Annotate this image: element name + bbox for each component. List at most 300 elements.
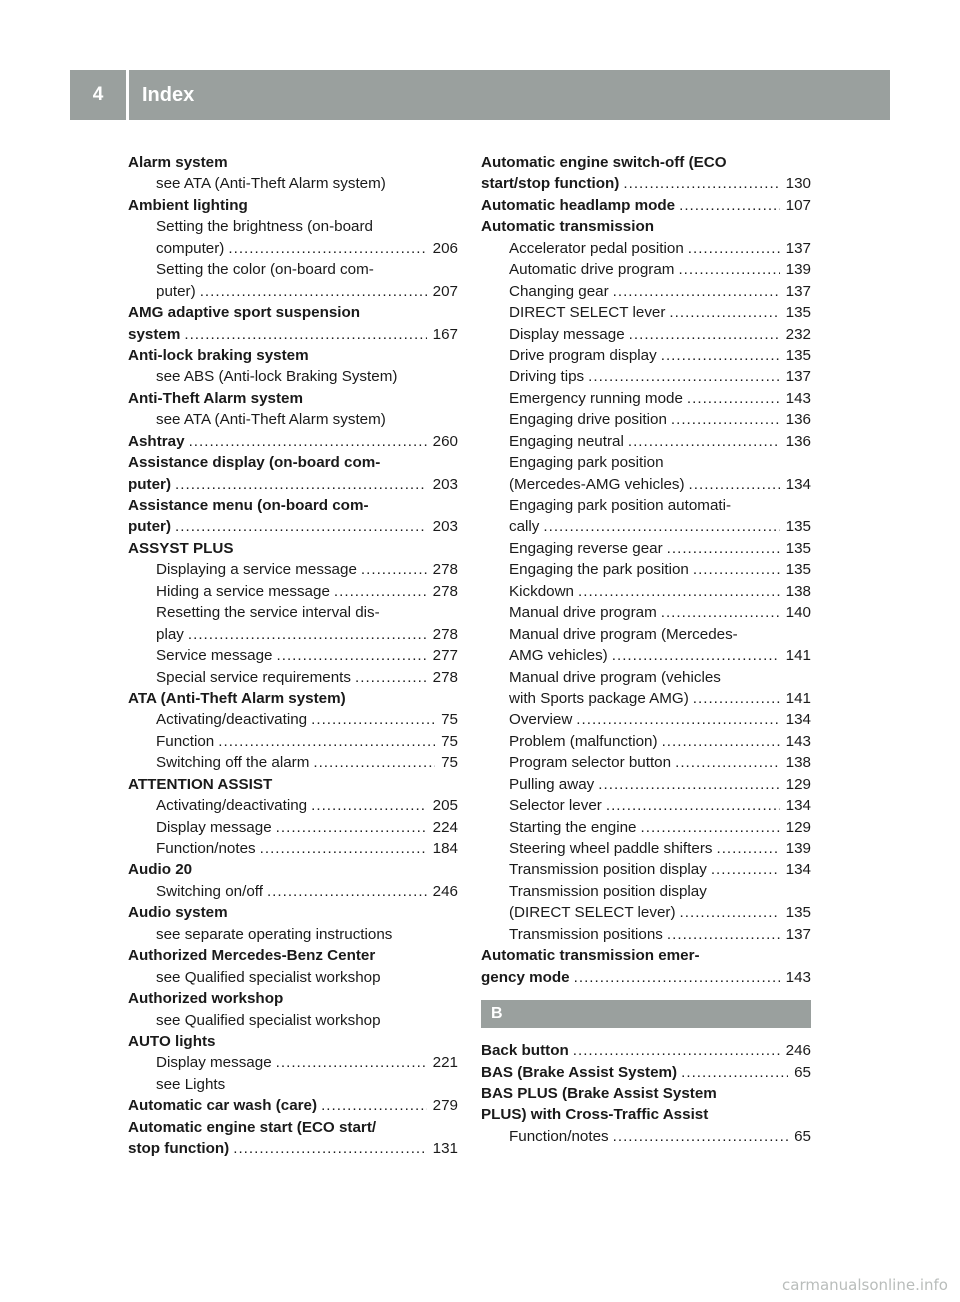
index-entry-text: AMG vehicles) <box>509 647 608 665</box>
index-entry <box>481 538 811 559</box>
dot-leader <box>623 173 779 194</box>
index-entry-text: Transmission position display <box>509 882 707 900</box>
dot-leader <box>629 324 780 345</box>
index-entry-page[interactable]: 278 <box>432 668 458 686</box>
index-entry <box>481 324 811 345</box>
index-entry <box>128 324 458 345</box>
index-entry-text: start/stop function) <box>481 175 620 193</box>
index-entry <box>128 238 458 259</box>
index-entry-text: see Lights <box>156 1075 226 1093</box>
index-entry-text: with Sports package AMG) <box>509 689 689 707</box>
index-entry <box>481 366 811 387</box>
index-entry-text: AMG adaptive sport suspension <box>128 304 361 322</box>
index-entry-page[interactable]: 65 <box>794 1127 811 1145</box>
index-entry <box>128 774 458 795</box>
index-entry <box>481 774 811 795</box>
index-entry-page[interactable]: 134 <box>785 711 811 729</box>
index-entry-text: ATTENTION ASSIST <box>128 775 273 793</box>
index-entry-text: Program selector button <box>509 754 672 772</box>
index-entries-b <box>481 1040 811 1147</box>
index-entry-text: Resetting the service interval dis- <box>156 604 380 622</box>
dot-leader <box>688 238 780 259</box>
index-entry-text: see Qualified specialist workshop <box>156 968 381 986</box>
index-entry-page[interactable]: 203 <box>432 475 458 493</box>
index-column-left <box>128 152 458 1160</box>
index-entry <box>481 259 811 280</box>
watermark: carmanualsonline.info <box>782 1276 948 1294</box>
index-entry-text: Automatic headlamp mode <box>481 196 676 214</box>
index-entry-text: Engaging neutral <box>509 432 624 450</box>
index-entry-page[interactable]: 135 <box>785 304 811 322</box>
dot-leader <box>687 388 780 409</box>
index-entry <box>128 431 458 452</box>
index-entry-page[interactable]: 134 <box>785 861 811 879</box>
index-entry <box>481 688 811 709</box>
index-entry-text: cally <box>509 518 540 536</box>
index-entry-page[interactable]: 130 <box>785 175 811 193</box>
index-entry-text: Audio system <box>128 904 228 922</box>
index-entry-text: see ATA (Anti-Theft Alarm system) <box>156 411 386 429</box>
index-entry <box>481 409 811 430</box>
index-entry-text: Display message <box>509 325 625 343</box>
dot-leader <box>716 838 779 859</box>
index-entry <box>481 281 811 302</box>
index-entry-page[interactable]: 278 <box>432 625 458 643</box>
index-entry-text: puter) <box>128 475 172 493</box>
dot-leader <box>598 774 779 795</box>
index-entry <box>481 1126 811 1147</box>
index-entry-page[interactable]: 141 <box>785 647 811 665</box>
index-entry-text: Authorized workshop <box>128 990 284 1008</box>
index-entry <box>481 924 811 945</box>
dot-leader <box>667 538 780 559</box>
index-entry-page[interactable]: 75 <box>441 732 458 750</box>
index-entry <box>128 581 458 602</box>
index-entry-page[interactable]: 143 <box>785 389 811 407</box>
dot-leader <box>588 366 780 387</box>
dot-leader <box>189 431 427 452</box>
index-entry <box>481 173 811 194</box>
page-header <box>70 70 890 120</box>
index-entry-page[interactable]: 137 <box>785 282 811 300</box>
index-entry-text: Authorized Mercedes-Benz Center <box>128 947 376 965</box>
index-entry-text: Automatic transmission emer- <box>481 947 700 965</box>
index-entry-text: Back button <box>481 1042 569 1060</box>
index-entry-page[interactable]: 136 <box>785 411 811 429</box>
index-entry-text: Anti-Theft Alarm system <box>128 389 303 407</box>
index-entry <box>481 302 811 323</box>
index-entry <box>481 581 811 602</box>
dot-leader <box>573 1040 780 1061</box>
index-entry <box>128 173 458 194</box>
index-entry-text: Switching on/off <box>156 882 263 900</box>
index-entry <box>128 538 458 559</box>
index-entry-text: Driving tips <box>509 368 585 386</box>
index-entry <box>128 495 458 516</box>
index-column-right <box>481 152 811 1147</box>
dot-leader <box>671 409 780 430</box>
index-entry-text: see Qualified specialist workshop <box>156 1011 381 1029</box>
index-entry-text: Pulling away <box>509 775 595 793</box>
index-entry <box>481 645 811 666</box>
index-entry <box>481 195 811 216</box>
dot-leader <box>693 559 780 580</box>
index-entry <box>481 559 811 580</box>
index-entry-page[interactable]: 139 <box>785 261 811 279</box>
index-entry <box>128 516 458 537</box>
index-entry <box>128 709 458 730</box>
index-entry <box>481 1040 811 1061</box>
dot-leader <box>680 902 780 923</box>
index-entry <box>128 602 458 623</box>
index-entry <box>128 281 458 302</box>
index-entry-page[interactable]: 138 <box>785 754 811 772</box>
index-entry <box>128 881 458 902</box>
index-entry-page[interactable]: 184 <box>432 840 458 857</box>
dot-leader <box>218 731 435 752</box>
index-entry-text: DIRECT SELECT lever <box>509 304 666 322</box>
index-entry <box>481 881 811 902</box>
index-entry-text: ATA (Anti-Theft Alarm system) <box>128 689 346 707</box>
index-entry <box>128 388 458 409</box>
index-entry-text: Selector lever <box>509 797 602 815</box>
index-entry-text: Steering wheel paddle shifters <box>509 840 713 857</box>
index-entry <box>481 752 811 773</box>
index-entry-page[interactable]: 131 <box>432 1140 458 1158</box>
index-entry-text: Engaging drive position <box>509 411 667 429</box>
index-entry-text: stop function) <box>128 1140 230 1158</box>
index-entry <box>128 667 458 688</box>
index-entry-text: (DIRECT SELECT lever) <box>509 904 676 922</box>
dot-leader <box>321 1095 427 1116</box>
index-entry <box>128 624 458 645</box>
index-entry-page[interactable]: 141 <box>785 689 811 707</box>
index-entry-text: Activating/deactivating <box>156 797 308 815</box>
index-entry-page[interactable]: 207 <box>432 282 458 300</box>
dot-leader <box>276 817 427 838</box>
index-entry-text: Automatic drive program <box>509 261 675 279</box>
index-entry <box>481 817 811 838</box>
index-entry-page[interactable]: 260 <box>432 432 458 450</box>
index-entry <box>481 902 811 923</box>
index-entry-page[interactable]: 140 <box>785 604 811 622</box>
index-entry <box>481 516 811 537</box>
index-entry-text: puter) <box>156 282 196 300</box>
index-entry-text: Starting the engine <box>509 818 637 836</box>
index-entry <box>481 795 811 816</box>
index-entry-text: Changing gear <box>509 282 609 300</box>
index-entry-text: see ATA (Anti-Theft Alarm system) <box>156 175 386 193</box>
dot-leader <box>681 1062 788 1083</box>
index-entry-page[interactable]: 277 <box>432 647 458 665</box>
dot-leader <box>661 602 780 623</box>
index-entry <box>481 838 811 859</box>
page-title: Index <box>142 83 195 106</box>
dot-leader <box>661 345 780 366</box>
dot-leader <box>260 838 427 859</box>
index-entry-page[interactable]: 278 <box>432 561 458 579</box>
index-entry-text: Service message <box>156 647 273 665</box>
dot-leader <box>233 1138 426 1159</box>
index-entry-page[interactable]: 134 <box>785 475 811 493</box>
index-entry-page[interactable]: 135 <box>785 539 811 557</box>
dot-leader <box>267 881 427 902</box>
page-number: 4 <box>92 84 104 105</box>
index-entry <box>481 345 811 366</box>
index-entry <box>128 967 458 988</box>
index-entry-text: Alarm system <box>128 154 228 171</box>
index-entry-page[interactable]: 137 <box>785 239 811 257</box>
index-entry <box>481 624 811 645</box>
index-entry <box>128 902 458 923</box>
index-entry-text: system <box>128 325 181 343</box>
index-entry <box>128 838 458 859</box>
dot-leader <box>669 302 779 323</box>
header-divider <box>126 70 129 120</box>
index-entry-page[interactable]: 129 <box>785 818 811 836</box>
index-entry <box>128 859 458 880</box>
index-entry <box>128 559 458 580</box>
index-entry <box>481 709 811 730</box>
index-entry-text: Engaging park position <box>509 454 664 472</box>
dot-leader <box>613 1126 788 1147</box>
index-entry <box>128 1031 458 1052</box>
index-entry <box>128 731 458 752</box>
index-entry-text: Problem (malfunction) <box>509 732 658 750</box>
index-entry <box>481 216 811 237</box>
dot-leader <box>576 709 779 730</box>
dot-leader <box>675 752 780 773</box>
dot-leader <box>361 559 427 580</box>
index-entry-text: Ashtray <box>128 432 185 450</box>
index-entry-page[interactable]: 205 <box>432 797 458 815</box>
index-entry-page[interactable]: 232 <box>785 325 811 343</box>
index-entry-text: Engaging the park position <box>509 561 689 579</box>
index-entry-text: Function/notes <box>156 840 256 857</box>
index-entry-text: Transmission positions <box>509 925 663 943</box>
dot-leader <box>578 581 780 602</box>
index-entry <box>481 731 811 752</box>
index-entry <box>128 259 458 280</box>
index-entry-text: Setting the brightness (on-board <box>156 218 373 236</box>
index-entry <box>481 388 811 409</box>
index-entry-page[interactable]: 137 <box>785 925 811 943</box>
index-entry <box>128 817 458 838</box>
dot-leader <box>693 688 780 709</box>
index-entry-text: Assistance display (on-board com- <box>128 454 381 472</box>
index-entry <box>481 945 811 966</box>
dot-leader <box>613 281 780 302</box>
index-entry-text: see separate operating instructions <box>156 925 393 943</box>
index-entry-text: Automatic engine start (ECO start/ <box>128 1118 377 1136</box>
index-entry-page[interactable]: 206 <box>432 239 458 257</box>
index-entry <box>128 645 458 666</box>
index-entry <box>128 945 458 966</box>
index-entry-page[interactable]: 129 <box>785 775 811 793</box>
dot-leader <box>228 238 426 259</box>
dot-leader <box>606 795 780 816</box>
dot-leader <box>277 645 427 666</box>
index-entry-page[interactable]: 224 <box>432 818 458 836</box>
index-entry-text: Kickdown <box>509 582 574 600</box>
index-entry-page[interactable]: 167 <box>432 325 458 343</box>
index-entry-text: Automatic engine switch-off (ECO <box>481 154 727 171</box>
index-entry <box>481 238 811 259</box>
index-entry-text: Engaging park position automati- <box>509 497 732 514</box>
index-entry <box>128 1138 458 1159</box>
index-entry <box>481 431 811 452</box>
dot-leader <box>689 474 780 495</box>
index-entry-text: Automatic transmission <box>481 218 655 236</box>
dot-leader <box>188 624 427 645</box>
index-entry-text: Hiding a service message <box>156 582 330 600</box>
dot-leader <box>679 195 780 216</box>
dot-leader <box>711 859 780 880</box>
dot-leader <box>313 752 435 773</box>
index-entry-page[interactable]: 135 <box>785 561 811 579</box>
dot-leader <box>678 259 779 280</box>
index-entry <box>481 452 811 473</box>
dot-leader <box>628 431 780 452</box>
index-entry-page[interactable]: 134 <box>785 797 811 815</box>
index-entry-text: Transmission position display <box>509 861 707 879</box>
dot-leader <box>662 731 780 752</box>
index-entry <box>128 409 458 430</box>
index-entry-text: Manual drive program (vehicles <box>509 668 721 686</box>
index-entry-text: Overview <box>509 711 573 729</box>
dot-leader <box>175 516 427 537</box>
dot-leader <box>612 645 780 666</box>
index-entry-page[interactable]: 135 <box>785 518 811 536</box>
index-entry-text: BAS PLUS (Brake Assist System <box>481 1084 717 1102</box>
index-entry <box>128 152 458 173</box>
index-entry-text: Manual drive program <box>509 604 657 622</box>
index-entry <box>481 1104 811 1125</box>
dot-leader <box>641 817 780 838</box>
index-entry-text: (Mercedes-AMG vehicles) <box>509 475 685 493</box>
index-entry-text: Anti-lock braking system <box>128 346 309 364</box>
index-entry-text: Manual drive program (Mercedes- <box>509 625 738 643</box>
index-entry <box>128 924 458 945</box>
index-entry <box>128 688 458 709</box>
index-entry-text: Ambient lighting <box>128 196 248 214</box>
index-entry <box>128 1095 458 1116</box>
index-entry <box>481 602 811 623</box>
index-entry-page[interactable]: 136 <box>785 432 811 450</box>
index-entry <box>128 752 458 773</box>
index-entry <box>481 1062 811 1083</box>
index-entry <box>481 474 811 495</box>
dot-leader <box>311 795 427 816</box>
index-entry-page[interactable]: 221 <box>432 1054 458 1072</box>
index-entry-text: BAS (Brake Assist System) <box>481 1063 678 1081</box>
index-entry-text: Accelerator pedal position <box>509 239 684 257</box>
index-entry-page[interactable]: 135 <box>785 904 811 922</box>
dot-leader <box>574 967 780 988</box>
index-entry-text: Switching off the alarm <box>156 754 310 772</box>
index-entry-page[interactable]: 279 <box>432 1097 458 1115</box>
index-entry <box>128 1010 458 1031</box>
index-entry-text: Displaying a service message <box>156 561 357 579</box>
index-entry-text: Audio 20 <box>128 861 193 879</box>
index-entry <box>128 195 458 216</box>
index-entry <box>128 795 458 816</box>
index-entry-page[interactable]: 246 <box>432 882 458 900</box>
index-entry <box>128 452 458 473</box>
index-entry-text: PLUS) with Cross-Traffic Assist <box>481 1106 709 1124</box>
index-entry <box>481 967 811 988</box>
dot-leader <box>311 709 435 730</box>
index-entry <box>481 1083 811 1104</box>
index-entry-page[interactable]: 143 <box>785 732 811 750</box>
index-entry <box>481 152 811 173</box>
index-entry <box>128 1074 458 1095</box>
index-entry-text: Display message <box>156 1054 272 1072</box>
index-entry <box>128 345 458 366</box>
index-entry-page[interactable]: 65 <box>794 1063 811 1081</box>
index-entry-page[interactable]: 139 <box>785 840 811 857</box>
index-entry-text: Function <box>156 732 215 750</box>
index-entry-text: puter) <box>128 518 172 536</box>
index-entry-page[interactable]: 143 <box>785 968 811 986</box>
dot-leader <box>334 581 427 602</box>
index-entry-text: Assistance menu (on-board com- <box>128 497 369 514</box>
index-entry-page[interactable]: 107 <box>785 196 811 214</box>
dot-leader <box>543 516 779 537</box>
index-entry-text: ASSYST PLUS <box>128 539 234 557</box>
index-entry <box>481 495 811 516</box>
index-entry-page[interactable]: 278 <box>432 582 458 600</box>
index-entries-a-continued <box>481 152 811 988</box>
index-entry-text: AUTO lights <box>128 1032 216 1050</box>
index-entry-text: Emergency running mode <box>509 389 683 407</box>
index-entry <box>128 988 458 1009</box>
index-entry-page[interactable]: 138 <box>785 582 811 600</box>
dot-leader <box>355 667 427 688</box>
index-entry-page[interactable]: 137 <box>785 368 811 386</box>
index-entry <box>481 667 811 688</box>
index-entry-text: Setting the color (on-board com- <box>156 261 374 279</box>
index-entry <box>481 859 811 880</box>
index-entry-text: Display message <box>156 818 272 836</box>
index-entry-text: see ABS (Anti-lock Braking System) <box>156 368 398 386</box>
index-entry-page[interactable]: 203 <box>432 518 458 536</box>
index-entry <box>128 216 458 237</box>
index-entry-text: Activating/deactivating <box>156 711 308 729</box>
dot-leader <box>276 1052 427 1073</box>
index-entry-text: play <box>156 625 184 643</box>
dot-leader <box>200 281 427 302</box>
index-entry-text: gency mode <box>481 968 570 986</box>
index-entry-text: Engaging reverse gear <box>509 539 663 557</box>
index-entry-page[interactable]: 135 <box>785 346 811 364</box>
dot-leader <box>667 924 780 945</box>
index-entry-page[interactable]: 75 <box>441 711 458 729</box>
index-entry-text: Special service requirements <box>156 668 351 686</box>
index-entry-page[interactable]: 75 <box>441 754 458 772</box>
index-entry <box>128 302 458 323</box>
index-entry-text: Automatic car wash (care) <box>128 1097 318 1115</box>
dot-leader <box>175 474 427 495</box>
section-letter-b: B <box>481 1000 811 1028</box>
index-entry-text: Drive program display <box>509 346 657 364</box>
index-entry-text: computer) <box>156 239 225 257</box>
index-entry <box>128 474 458 495</box>
index-entry <box>128 366 458 387</box>
index-entry-page[interactable]: 246 <box>785 1042 811 1060</box>
index-entry-text: Function/notes <box>509 1127 609 1145</box>
index-entry <box>128 1052 458 1073</box>
